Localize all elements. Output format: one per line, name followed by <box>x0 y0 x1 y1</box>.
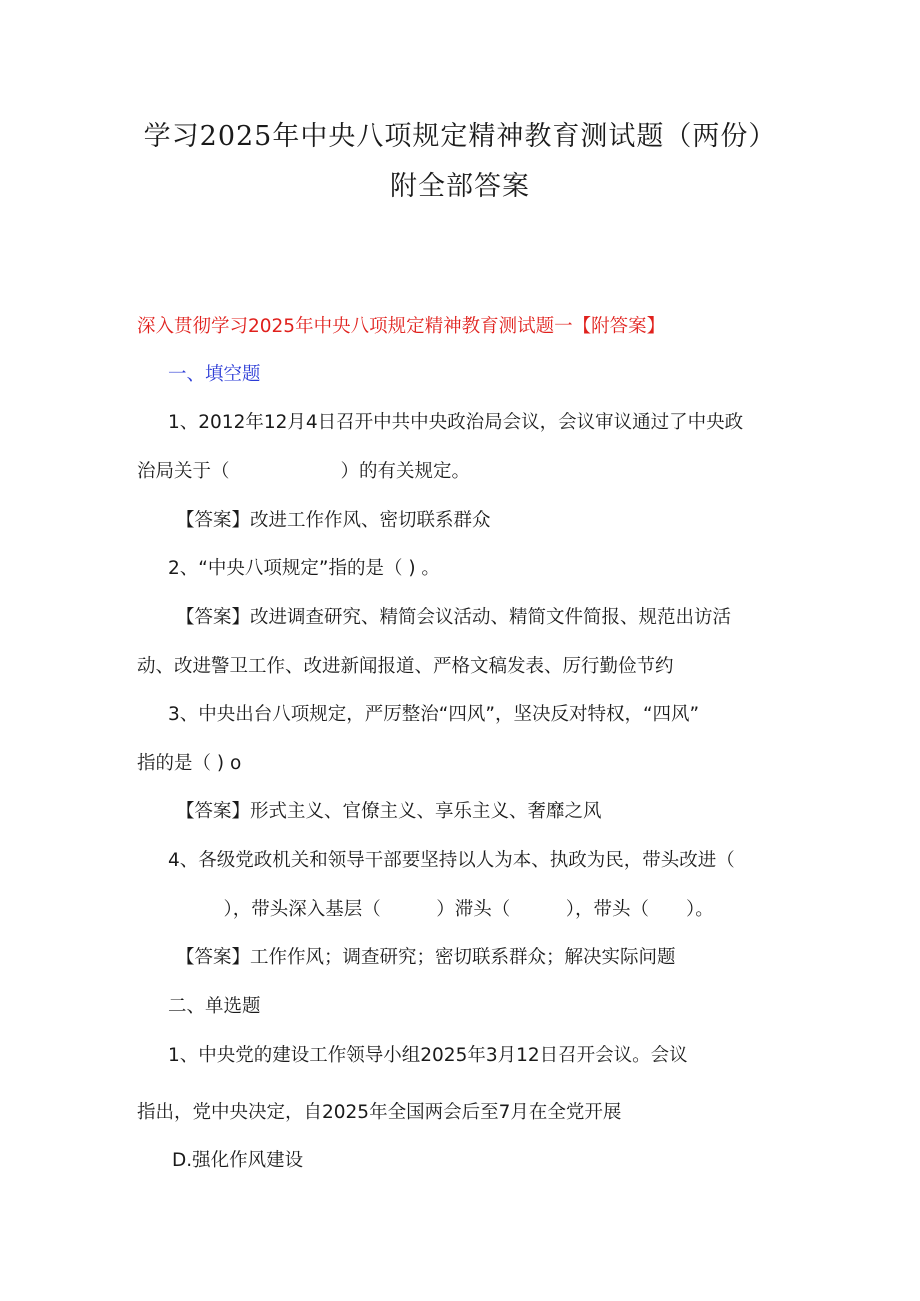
answer-3: 【答案】形式主义、官僚主义、享乐主义、奢靡之风 <box>176 801 602 822</box>
question-3-line-1: 3、中央出台八项规定，严厉整治“四风”，坚决反对特权，“四风” <box>168 704 700 725</box>
choice-question-1-line-1: 1、中央党的建设工作领导小组2025年3月12日召开会议。会议 <box>168 1045 688 1066</box>
question-2: 2、“中央八项规定”指的是（ ) 。 <box>168 558 440 579</box>
answer-2-line-1: 【答案】改进调查研究、精简会议活动、精简文件简报、规范出访活 <box>176 607 732 628</box>
question-1-line-2: 治局关于（ ）的有关规定。 <box>137 461 471 482</box>
question-3-line-2: 指的是（ ) o <box>137 753 242 774</box>
choice-option-d: D.强化作风建设 <box>172 1150 304 1171</box>
answer-1: 【答案】改进工作作风、密切联系群众 <box>176 510 491 531</box>
answer-2-line-2: 动、改进警卫工作、改进新闻报道、严格文稿发表、厉行勤俭节约 <box>137 656 674 677</box>
question-4-line-1: 4、各级党政机关和领导干部要坚持以人为本、执政为民，带头改进（ <box>168 850 735 871</box>
answer-4: 【答案】工作作风；调查研究；密切联系群众；解决实际问题 <box>176 947 676 968</box>
section-heading: 深入贯彻学习2025年中央八项规定精神教育测试题一【附答案】 <box>137 316 666 337</box>
document-title-line-2: 附全部答案 <box>390 171 530 202</box>
part2-heading: 二、单选题 <box>168 996 261 1017</box>
question-4-line-2: ），带头深入基层（ ）滞头（ ），带头（ ）。 <box>168 899 714 920</box>
choice-question-1-line-2: 指出，党中央决定，自2025年全国两会后至7月在全党开展 <box>137 1102 622 1123</box>
part1-heading: 一、填空题 <box>168 364 261 385</box>
document-title-line-1: 学习2025年中央八项规定精神教育测试题（两份） <box>143 121 777 152</box>
question-1-line-1: 1、2012年12月4日召开中共中央政治局会议，会议审议通过了中央政 <box>168 412 744 433</box>
